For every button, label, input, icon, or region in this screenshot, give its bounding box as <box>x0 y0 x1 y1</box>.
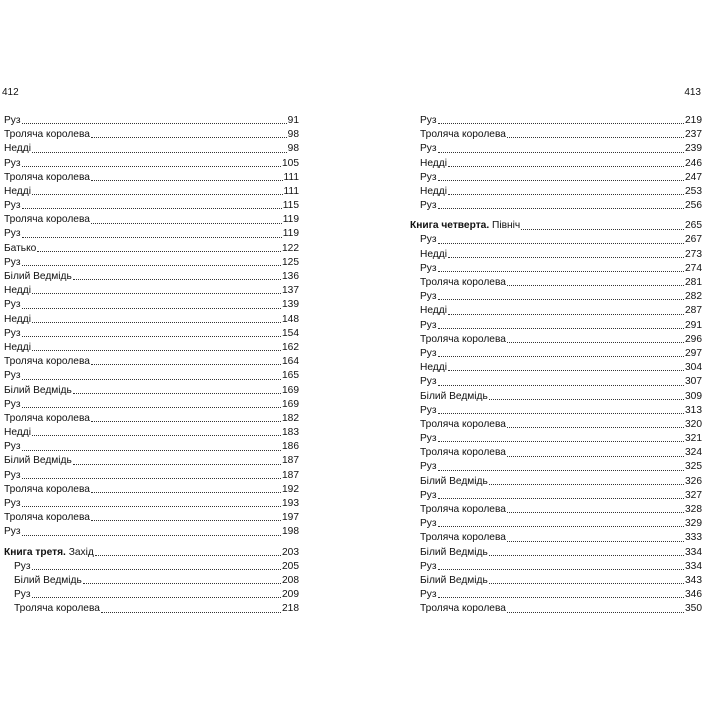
toc-entry-label: Батько <box>4 242 37 254</box>
toc-page-number: 125 <box>282 256 299 268</box>
toc-page-number: 350 <box>685 603 702 615</box>
toc-entry <box>4 185 299 199</box>
toc-entry <box>410 390 702 404</box>
toc-entry-label: Недді <box>420 362 447 374</box>
toc-entry-label: Троляча королева <box>4 171 90 183</box>
dot-leader <box>91 520 281 521</box>
toc-entry <box>4 142 299 156</box>
dot-leader <box>438 123 684 124</box>
dot-leader <box>448 314 684 315</box>
dot-leader <box>83 583 281 584</box>
toc-page-number: 119 <box>282 228 299 240</box>
toc-entry <box>4 412 299 426</box>
toc-entry-label: Руз <box>420 518 437 530</box>
dot-leader <box>22 450 281 451</box>
toc-entry <box>410 319 702 333</box>
dot-leader <box>32 194 283 195</box>
toc-page-number: 162 <box>282 341 299 353</box>
toc-entry <box>410 199 702 213</box>
toc-entry-label: Недді <box>4 341 31 353</box>
toc-page-number: 205 <box>282 560 299 572</box>
toc-entry-label: Троляча королева <box>4 214 90 226</box>
dot-leader <box>22 478 281 479</box>
page-number-left: 412 <box>2 87 19 98</box>
toc-page-number: 307 <box>685 376 702 388</box>
toc-page-number: 198 <box>282 526 299 538</box>
toc-entry <box>4 213 299 227</box>
dot-leader <box>91 421 281 422</box>
toc-entry-label: Білий Ведмідь <box>4 455 72 467</box>
dot-leader <box>91 364 281 365</box>
dot-leader <box>22 308 281 309</box>
toc-page-number: 328 <box>685 504 702 516</box>
dot-leader <box>22 237 282 238</box>
toc-page-number: 98 <box>287 143 299 155</box>
toc-page-number: 219 <box>685 114 702 126</box>
dot-leader <box>32 293 281 294</box>
dot-leader <box>489 583 684 584</box>
toc-page-number: 98 <box>287 129 299 141</box>
toc-page-number: 334 <box>685 546 702 558</box>
toc-entry <box>410 114 702 128</box>
dot-leader <box>507 612 684 613</box>
toc-page-number: 154 <box>282 327 299 339</box>
toc-page-number: 309 <box>685 390 702 402</box>
dot-leader <box>438 299 684 300</box>
dot-leader <box>22 336 281 337</box>
dot-leader <box>507 137 684 138</box>
toc-entry <box>410 375 702 389</box>
toc-page-number: 111 <box>283 185 299 197</box>
toc-entry-label: Руз <box>420 347 437 359</box>
toc-entry <box>4 298 299 312</box>
toc-entry-label: Недді <box>4 143 31 155</box>
toc-entry-label: Руз <box>4 498 21 510</box>
toc-page-number: 325 <box>685 461 702 473</box>
toc-entry <box>4 574 299 588</box>
dot-leader <box>22 166 281 167</box>
toc-page-number: 187 <box>282 469 299 481</box>
dot-leader <box>32 435 281 436</box>
toc-entry-label: Недді <box>420 157 447 169</box>
toc-entry <box>410 262 702 276</box>
toc-page-number: 209 <box>282 589 299 601</box>
dot-leader <box>101 612 281 613</box>
toc-entry <box>4 199 299 213</box>
toc-entry-label: Руз <box>4 469 21 481</box>
toc-entry-label: Троляча королева <box>420 447 506 459</box>
dot-leader <box>438 470 684 471</box>
toc-entry-label: Недді <box>4 185 31 197</box>
toc-column-right <box>410 114 702 617</box>
toc-page-number: 267 <box>685 234 702 246</box>
toc-entry-label: Руз <box>420 291 437 303</box>
dot-leader <box>22 535 281 536</box>
dot-leader <box>22 379 281 380</box>
toc-column-left <box>4 114 299 617</box>
book-heading-label <box>410 219 520 233</box>
dot-leader <box>438 385 684 386</box>
toc-entry <box>4 355 299 369</box>
toc-page-number: 343 <box>685 574 702 586</box>
toc-entry-label: Недді <box>420 305 447 317</box>
toc-entry <box>4 384 299 398</box>
toc-page-number: 115 <box>282 200 299 212</box>
toc-entry-label: Руз <box>4 114 21 126</box>
dot-leader <box>438 271 684 272</box>
dot-leader <box>438 569 684 570</box>
toc-page-number: 192 <box>282 483 299 495</box>
toc-entry-label: Руз <box>4 370 21 382</box>
toc-entry-label: Руз <box>420 560 437 572</box>
toc-entry-label: Руз <box>4 526 21 538</box>
toc-page-number: 291 <box>685 319 702 331</box>
toc-entry-label: Білий Ведмідь <box>420 574 488 586</box>
toc-entry-label: Троляча королева <box>420 277 506 289</box>
toc-page-number: 287 <box>685 305 702 317</box>
dot-leader <box>32 152 287 153</box>
toc-entry <box>4 483 299 497</box>
toc-entry-label: Троляча королева <box>420 504 506 516</box>
toc-entry-label: Руз <box>4 256 21 268</box>
toc-entry <box>4 602 299 616</box>
dot-leader <box>507 512 684 513</box>
toc-entry-label: Недді <box>4 313 31 325</box>
toc-entry-label: Недді <box>4 285 31 297</box>
toc-page-number: 320 <box>685 418 702 430</box>
toc-entry-label: Руз <box>420 200 437 212</box>
toc-entry <box>4 455 299 469</box>
toc-entry-label: Руз <box>420 404 437 416</box>
toc-entry <box>410 276 702 290</box>
toc-entry <box>410 304 702 318</box>
toc-entry-label: Руз <box>4 299 21 311</box>
toc-page-number: 246 <box>685 157 702 169</box>
toc-page-number: 119 <box>282 214 299 226</box>
toc-entry <box>410 142 702 156</box>
toc-entry-label: Руз <box>420 262 437 274</box>
toc-entry-label: Руз <box>4 228 21 240</box>
dot-leader <box>22 265 281 266</box>
toc-entry <box>410 361 702 375</box>
toc-entry-label: Руз <box>420 143 437 155</box>
dot-leader <box>438 498 684 499</box>
dot-leader <box>507 342 684 343</box>
dot-leader <box>22 506 281 507</box>
toc-page-number: 274 <box>685 262 702 274</box>
toc-page-number: 282 <box>685 291 702 303</box>
toc-page-number: 304 <box>685 362 702 374</box>
toc-entry <box>410 574 702 588</box>
dot-leader <box>489 399 684 400</box>
toc-entry <box>410 517 702 531</box>
toc-entry <box>410 588 702 602</box>
toc-entry-label: Троляча королева <box>420 603 506 615</box>
toc-entry-label: Білий Ведмідь <box>420 390 488 402</box>
toc-page-number: 169 <box>282 384 299 396</box>
toc-entry <box>410 333 702 347</box>
toc-entry-label: Недді <box>420 185 447 197</box>
dot-leader <box>507 427 684 428</box>
toc-entry <box>4 128 299 142</box>
toc-entry-label: Руз <box>420 589 437 601</box>
toc-entry <box>4 525 299 539</box>
dot-leader <box>448 370 684 371</box>
toc-entry <box>410 475 702 489</box>
toc-entry-label: Руз <box>14 589 31 601</box>
toc-entry <box>4 313 299 327</box>
dot-leader <box>32 350 281 351</box>
page-number-right: 413 <box>684 87 701 98</box>
toc-entry <box>410 489 702 503</box>
toc-page-number: 148 <box>282 313 299 325</box>
toc-entry <box>4 228 299 242</box>
toc-page-number: 253 <box>685 185 702 197</box>
toc-book-heading <box>410 219 702 233</box>
book-heading-subtitle: Захід <box>65 546 94 558</box>
toc-entry-label: Руз <box>420 234 437 246</box>
toc-page-number: 296 <box>685 333 702 345</box>
dot-leader <box>438 526 684 527</box>
toc-page-number: 105 <box>282 157 299 169</box>
dot-leader <box>95 555 281 556</box>
toc-entry-label: Руз <box>420 114 437 126</box>
dot-leader <box>438 180 684 181</box>
dot-leader <box>507 285 684 286</box>
dot-leader <box>91 223 282 224</box>
toc-entry-label: Троляча королева <box>14 603 100 615</box>
toc-entry <box>4 511 299 525</box>
toc-entry <box>410 446 702 460</box>
dot-leader <box>32 597 281 598</box>
toc-entry <box>4 114 299 128</box>
toc-entry <box>4 157 299 171</box>
toc-entry <box>410 404 702 418</box>
toc-entry <box>410 546 702 560</box>
toc-entry-label: Білий Ведмідь <box>420 546 488 558</box>
toc-entry <box>410 461 702 475</box>
toc-entry <box>410 234 702 248</box>
toc-page-number: 165 <box>282 370 299 382</box>
dot-leader <box>91 180 283 181</box>
toc-entry <box>410 290 702 304</box>
toc-entry-label: Білий Ведмідь <box>420 475 488 487</box>
toc-page-number: 197 <box>282 512 299 524</box>
toc-entry-label: Руз <box>4 200 21 212</box>
toc-entry-label: Троляча королева <box>4 483 90 495</box>
toc-entry <box>4 560 299 574</box>
book-heading-label <box>4 546 94 560</box>
toc-entry-label: Руз <box>420 376 437 388</box>
toc-entry-label: Руз <box>420 489 437 501</box>
toc-page-number: 169 <box>282 398 299 410</box>
toc-page-number: 327 <box>685 489 702 501</box>
toc-page-number: 326 <box>685 475 702 487</box>
toc-page-number: 111 <box>283 171 299 183</box>
dot-leader <box>448 257 684 258</box>
toc-entry <box>4 369 299 383</box>
toc-page-number: 203 <box>282 546 299 558</box>
toc-page-number: 164 <box>282 356 299 368</box>
toc-page-number: 237 <box>685 129 702 141</box>
toc-page-number: 183 <box>282 427 299 439</box>
toc-entry <box>410 171 702 185</box>
toc-entry <box>410 560 702 574</box>
toc-entry-label: Руз <box>420 433 437 445</box>
toc-entry-label: Руз <box>14 560 31 572</box>
toc-entry-label: Троляча королева <box>420 333 506 345</box>
toc-entry <box>4 341 299 355</box>
toc-entry <box>4 270 299 284</box>
dot-leader <box>438 597 684 598</box>
dot-leader <box>91 137 287 138</box>
toc-page-number: 122 <box>282 242 299 254</box>
toc-entry-label: Троляча королева <box>420 532 506 544</box>
toc-entry-label: Білий Ведмідь <box>4 384 72 396</box>
toc-entry <box>4 588 299 602</box>
toc-page-number: 186 <box>282 441 299 453</box>
dot-leader <box>438 356 684 357</box>
toc-entry-label: Троляча королева <box>4 512 90 524</box>
toc-entry <box>410 248 702 262</box>
dot-leader <box>22 407 281 408</box>
toc-page-number: 324 <box>685 447 702 459</box>
dot-leader <box>73 393 281 394</box>
toc-page-number: 91 <box>287 114 299 126</box>
toc-entry <box>4 440 299 454</box>
toc-entry <box>4 426 299 440</box>
toc-entry-label: Білий Ведмідь <box>14 574 82 586</box>
toc-entry <box>410 531 702 545</box>
toc-page-number: 239 <box>685 143 702 155</box>
dot-leader <box>73 279 281 280</box>
toc-entry <box>4 284 299 298</box>
toc-page-number: 281 <box>685 277 702 289</box>
toc-entry <box>4 497 299 511</box>
toc-page-number: 333 <box>685 532 702 544</box>
toc-entry <box>4 171 299 185</box>
toc-entry-label: Руз <box>4 157 21 169</box>
dot-leader <box>37 251 281 252</box>
toc-page-number: 137 <box>282 285 299 297</box>
toc-page-number: 247 <box>685 171 702 183</box>
toc-entry-label: Троляча королева <box>4 412 90 424</box>
dot-leader <box>438 152 684 153</box>
toc-entry <box>4 242 299 256</box>
dot-leader <box>438 413 684 414</box>
toc-entry-label: Білий Ведмідь <box>4 271 72 283</box>
toc-page-number: 136 <box>282 271 299 283</box>
toc-entry <box>4 398 299 412</box>
dot-leader <box>448 194 684 195</box>
toc-page-number: 256 <box>685 200 702 212</box>
toc-entry-label: Руз <box>420 461 437 473</box>
toc-page-number: 297 <box>685 347 702 359</box>
toc-entry <box>4 256 299 270</box>
toc-page-number: 182 <box>282 412 299 424</box>
dot-leader <box>438 328 684 329</box>
book-heading-title: Книга четверта. <box>410 220 490 232</box>
toc-entry-label: Недді <box>420 248 447 260</box>
toc-page-number: 187 <box>282 455 299 467</box>
dot-leader <box>448 166 684 167</box>
dot-leader <box>32 322 281 323</box>
book-heading-subtitle: Північ <box>489 220 521 232</box>
toc-page-number: 218 <box>282 603 299 615</box>
dot-leader <box>507 456 684 457</box>
toc-page-number: 329 <box>685 518 702 530</box>
dot-leader <box>521 229 684 230</box>
dot-leader <box>22 123 287 124</box>
toc-entry <box>410 432 702 446</box>
toc-page-number: 273 <box>685 248 702 260</box>
dot-leader <box>438 441 684 442</box>
dot-leader <box>438 208 684 209</box>
toc-entry-label: Руз <box>4 441 21 453</box>
toc-entry <box>410 602 702 616</box>
toc-entry-label: Троляча королева <box>420 418 506 430</box>
toc-entry <box>4 327 299 341</box>
dot-leader <box>22 208 282 209</box>
toc-entry-label: Руз <box>420 171 437 183</box>
dot-leader <box>438 243 684 244</box>
toc-page-number: 346 <box>685 589 702 601</box>
toc-book-heading <box>4 546 299 560</box>
toc-entry-label: Руз <box>4 327 21 339</box>
toc-entry-label: Троляча королева <box>4 129 90 141</box>
toc-entry <box>410 503 702 517</box>
toc-page-number: 139 <box>282 299 299 311</box>
dot-leader <box>91 492 281 493</box>
toc-entry <box>4 469 299 483</box>
toc-page-number: 265 <box>685 220 702 232</box>
toc-entry-label: Недді <box>4 427 31 439</box>
toc-page-number: 208 <box>282 574 299 586</box>
toc-entry <box>410 185 702 199</box>
dot-leader <box>73 464 281 465</box>
dot-leader <box>489 555 684 556</box>
dot-leader <box>489 484 684 485</box>
toc-entry-label: Руз <box>420 319 437 331</box>
toc-page-number: 193 <box>282 498 299 510</box>
toc-entry <box>410 157 702 171</box>
toc-entry-label: Руз <box>4 398 21 410</box>
book-heading-title: Книга третя. <box>4 546 66 558</box>
toc-page-number: 313 <box>685 404 702 416</box>
dot-leader <box>507 541 684 542</box>
toc-entry <box>410 128 702 142</box>
toc-page-number: 334 <box>685 560 702 572</box>
toc-entry <box>410 418 702 432</box>
toc-entry-label: Троляча королева <box>420 129 506 141</box>
toc-page-number: 321 <box>685 433 702 445</box>
dot-leader <box>32 569 281 570</box>
toc-entry <box>410 347 702 361</box>
toc-entry-label: Троляча королева <box>4 356 90 368</box>
